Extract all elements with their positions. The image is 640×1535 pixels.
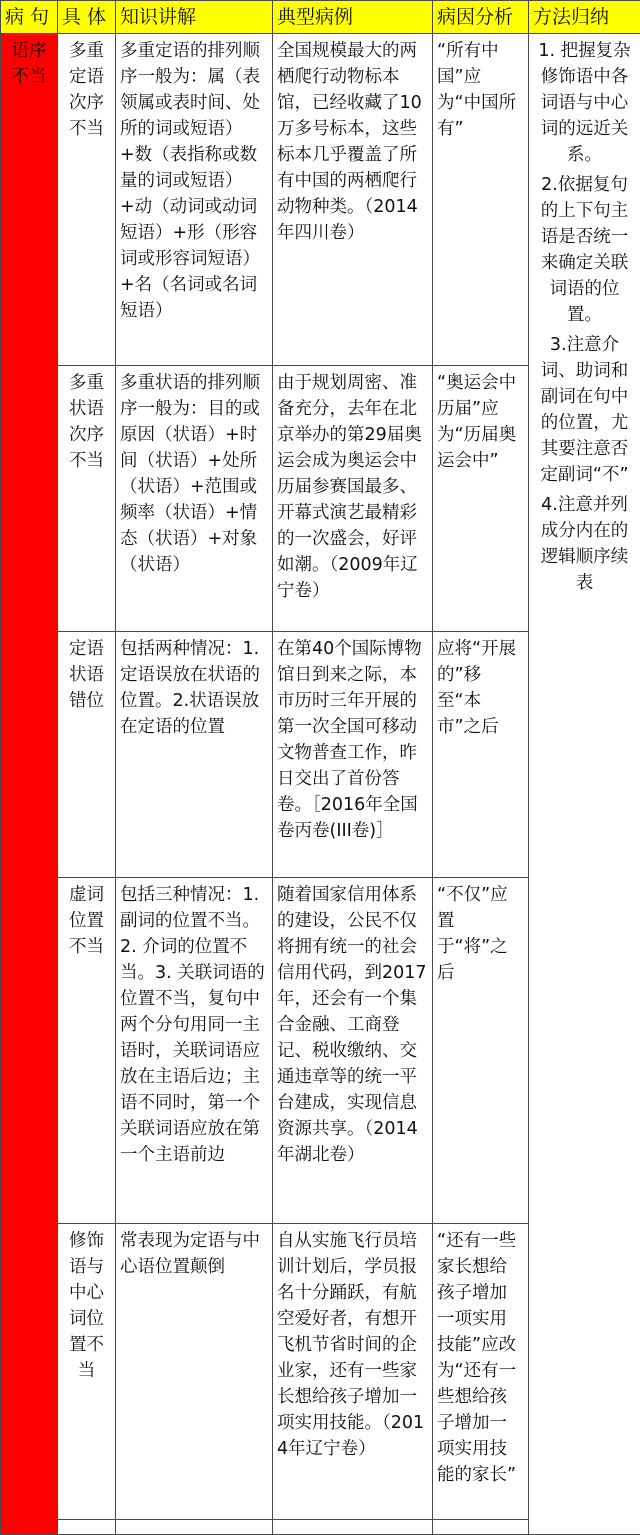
explanation-cell: 包括两种情况：1.定语误放在状语的位置。2.状语误放在定语的位置 — [116, 632, 273, 878]
method-item: 4.注意并列成分内在的逻辑顺序续表 — [533, 492, 636, 596]
topic-cell: 定语状语错位 — [58, 632, 116, 878]
empty-cell — [433, 1520, 529, 1535]
example-cell: 由于规划周密、准备充分，去年在北京举办的第29届奥运会成为奥运会中历届参赛国最多、开幕式演艺最精彩的一次盛会，好评如潮。（2009年辽宁卷） — [273, 366, 433, 632]
analysis-cell: “还有一些家长想给孩子增加一项实用技能”应改为“还有一些想给孩子增加一项实用技能的家长” — [433, 1224, 529, 1520]
example-cell: 在第40个国际博物馆日到来之际，本市历时三年开展的第一次全国可移动文物普查工作，昨日交出了首份答卷。［2016年全国卷丙卷(III卷)］ — [273, 632, 433, 878]
header-analysis: 病因分析 — [433, 1, 529, 34]
header-method: 方法归纳 — [529, 1, 640, 34]
example-cell: 随着国家信用体系的建设，公民不仅将拥有统一的社会信用代码，到2017年，还会有一个集合金融、工商登记、税收缴纳、交通违章等的统一平台建成，实现信息资源共享。（2014年湖北卷） — [273, 878, 433, 1224]
header-example: 典型病例 — [273, 1, 433, 34]
header-explanation: 知识讲解 — [116, 1, 273, 34]
topic-cell: 虚词位置不当 — [58, 878, 116, 1224]
topic-cell: 多重状语次序不当 — [58, 366, 116, 632]
explanation-cell: 多重定语的排列顺序一般为：属（表领属或表时间、处所的词或短语）+数（表指称或数量的词或短语）+动（动词或动词短语）+形（形容词或形容词短语）+名（名词或名词短语） — [116, 34, 273, 366]
example-cell: 全国规模最大的两栖爬行动物标本馆，已经收藏了10万多号标本，这些标本几乎覆盖了所有中国的两栖爬行动物种类。（2014年四川卷） — [273, 34, 433, 366]
explanation-cell: 包括三种情况：1. 副词的位置不当。2. 介词的位置不当。3. 关联词语的位置不当，复句中两个分句用同一主语时，关联词语应放在主语后边；主语不同时，第一个关联词语应放在第一个主语前边 — [116, 878, 273, 1224]
analysis-cell: “所有中国”应为“中国所有” — [433, 34, 529, 366]
explanation-cell: 多重状语的排列顺序一般为：目的或原因（状语）+时间（状语）+处所（状语）+范围或频率（状语）+情态（状语）+对象（状语） — [116, 366, 273, 632]
empty-cell — [273, 1520, 433, 1535]
analysis-cell: “不仅”应置于“将”之后 — [433, 878, 529, 1224]
analysis-cell: 应将“开展的”移至“本市”之后 — [433, 632, 529, 878]
analysis-cell: “奥运会中历届”应为“历届奥运会中” — [433, 366, 529, 632]
method-item: 3.注意介词、助词和副词在句中的位置，尤其要注意否定副词“不” — [533, 332, 636, 488]
method-cell — [529, 34, 640, 1535]
topic-cell: 修饰语与中心词位置不当 — [58, 1224, 116, 1520]
header-row — [1, 1, 640, 34]
example-cell: 自从实施飞行员培训计划后，学员报名十分踊跃，有航空爱好者，有想开飞机节省时间的企业家，还有一些家长想给孩子增加一项实用技能。（2014年辽宁卷） — [273, 1224, 433, 1520]
category-cell: 语序不当 — [1, 34, 58, 1535]
empty-cell — [58, 1520, 116, 1535]
topic-cell: 多重定语次序不当 — [58, 34, 116, 366]
header-topic: 具 体 — [58, 1, 116, 34]
method-item: 1. 把握复杂修饰语中各词语与中心词的远近关系。 — [533, 38, 636, 168]
header-category: 病 句 — [1, 1, 58, 34]
table-row — [1, 34, 640, 366]
empty-cell — [116, 1520, 273, 1535]
method-item: 2.依据复句的上下句主语是否统一来确定关联词语的位置。 — [533, 172, 636, 328]
explanation-cell: 常表现为定语与中心语位置颠倒 — [116, 1224, 273, 1520]
